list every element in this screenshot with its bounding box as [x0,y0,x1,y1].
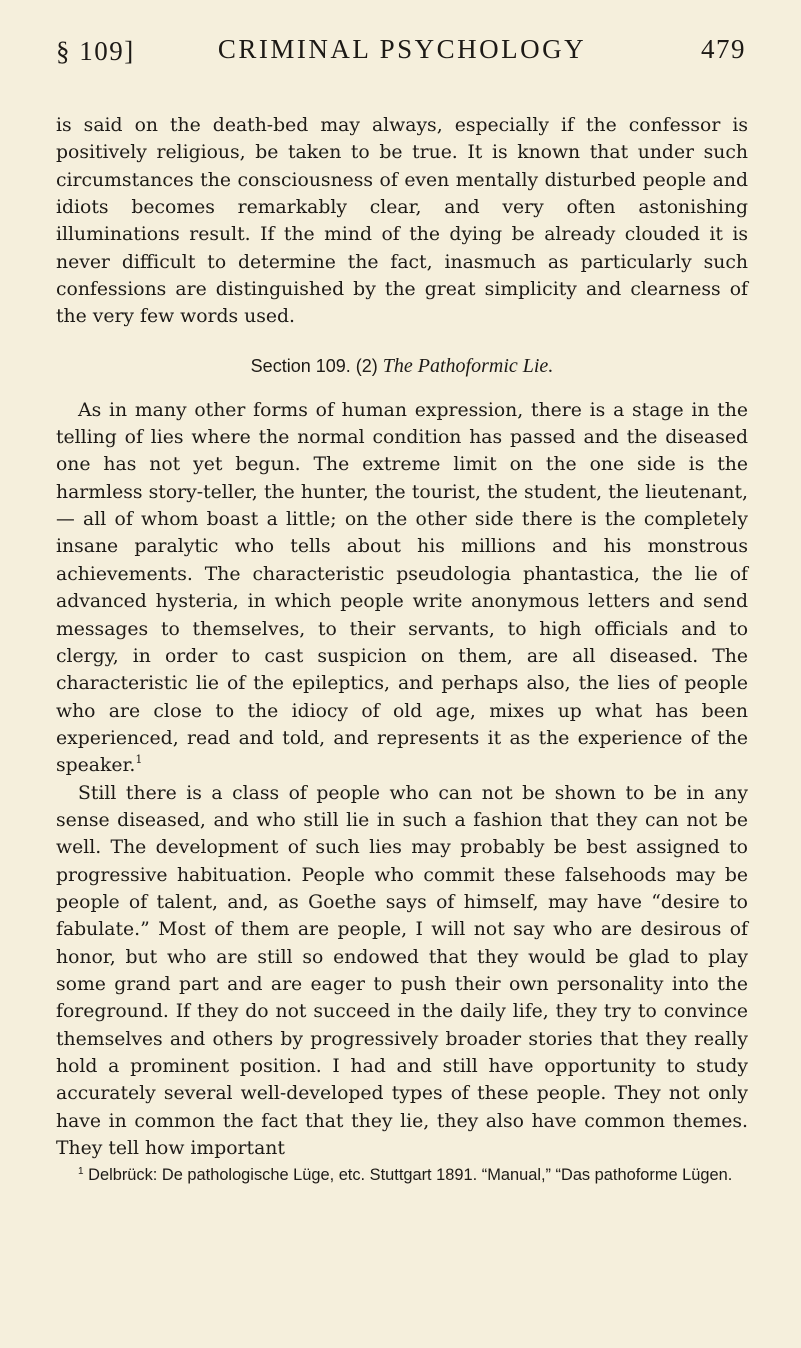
footnote [56,1166,748,1185]
section-marker: § 109] [56,36,135,66]
footnote-marker: 1 [78,1166,84,1178]
running-title: CRIMINAL PSYCHOLOGY [217,34,587,64]
paragraph-2 [56,397,748,780]
paragraph-3: Still there is a class of people who can not be shown to be in any sense diseased, and who still lie in such a fashion that they can not be well. The development of such lies may probably be best assigned to progressive habituation. People who commit these falsehoods may be people of talent, and, as Goethe says of himself, may have “desire to fabulate.” Most of them are people, I will not say who are desirous of honor, but who are still so endowed that they would be glad to play some grand part and are eager to push their own personality into the foreground. If they do not succeed in the daily life, they try to convince themselves and others by progressively broader stories that they really hold a prominent position. I had and still have opportunity to study accurately several well-developed types of these people. They not only have in common the fact that they lie, they also have common themes. They tell how important [56,782,748,1160]
footnote-reference: 1 [135,753,143,767]
page-number: 479 [701,34,746,64]
section-label: Section 109. (2) [250,355,378,376]
paragraph-2-text: As in many other forms of human expression, there is a stage in the telling of lies where the normal condition has passed and the diseased one has not yet begun. The extreme limit on the one side is the harmless story-teller, the hunter, the tourist, the student, the lieutenant, — all of whom boast a little; on the other side there is the completely insane paralytic who tells about his millions and his monstrous achievements. The characteristic pseudologia phantastica, the lie of advanced hysteria, in which people write anonymous letters and send messages to themselves, to their servants, to high officials and to clergy, in order to cast suspicion on them, are all diseased. The characteristic lie of the epileptics, and perhaps also, the lies of people who are close to the idiocy of old age, mixes up what has been experienced, read and told, and represents it as the experience of the speaker. [56,399,748,777]
book-page [56,28,748,1185]
running-head [56,28,748,72]
section-title: The Pathoformic Lie. [382,354,554,377]
section-heading [56,355,748,377]
footnote-text: Delbrück: De pathologische Lüge, etc. Stuttgart 1891. “Manual,” “Das pathoforme Lügen. [88,1166,733,1185]
body-text [56,112,748,1185]
paragraph-1: is said on the death-bed may always, especially if the confessor is positively religious, be taken to be true. It is known that under such circumstances the consciousness of even mentally disturbed people and idiots becomes remarkably clear, and very often astonishing illuminations result. If the mind of the dying be already clouded it is never difficult to determine the fact, inasmuch as particularly such confessions are distinguished by the great simplicity and clearness of the very few words used. [56,115,748,328]
